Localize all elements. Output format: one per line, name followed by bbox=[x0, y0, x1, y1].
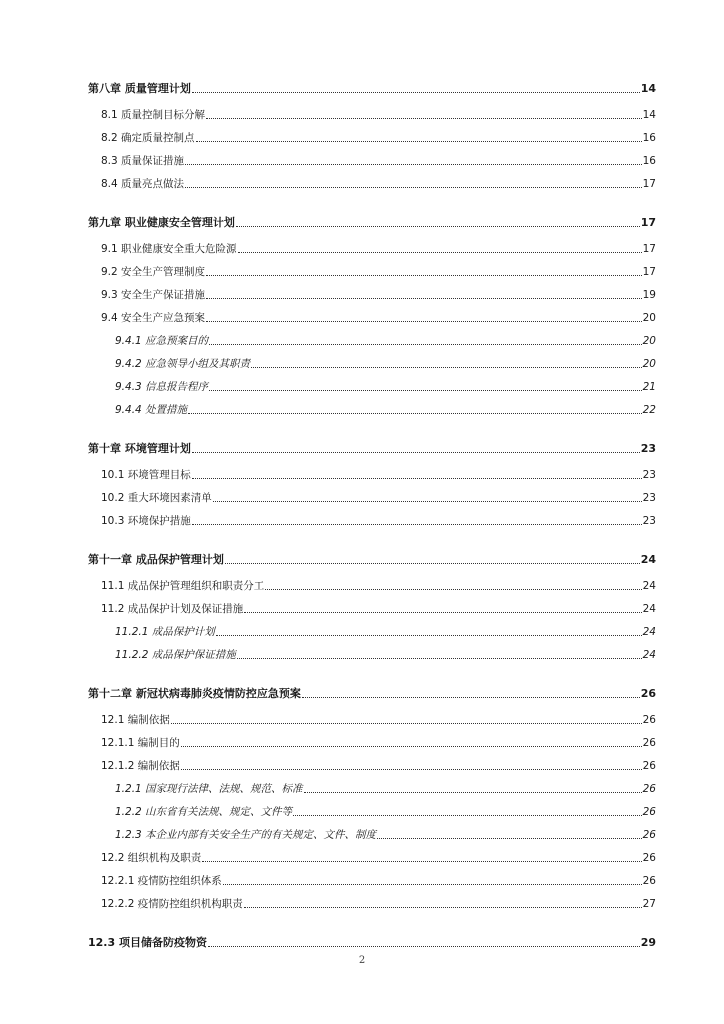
toc-entry-title: 9.4.3 信息报告程序 bbox=[115, 381, 209, 393]
dot-leader bbox=[237, 657, 642, 659]
dot-leader bbox=[244, 611, 641, 613]
toc-entry-page: 24 bbox=[642, 603, 656, 615]
toc-entry-page: 24 bbox=[640, 553, 656, 566]
toc-entry-page: 22 bbox=[642, 404, 656, 416]
dot-leader bbox=[238, 251, 642, 253]
toc-entry-title: 9.4.1 应急预案目的 bbox=[115, 335, 209, 347]
toc-section-entry[interactable] bbox=[101, 893, 656, 911]
toc-entry-title: 第八章 质量管理计划 bbox=[88, 82, 191, 95]
toc-entry-page: 14 bbox=[642, 109, 656, 121]
toc-entry-page: 17 bbox=[640, 216, 656, 229]
toc-section-entry[interactable] bbox=[101, 709, 656, 727]
toc-entry-title: 第九章 职业健康安全管理计划 bbox=[88, 216, 235, 229]
dot-leader bbox=[209, 389, 642, 391]
toc-entry-page: 26 bbox=[642, 852, 656, 864]
toc-entry-page: 17 bbox=[642, 266, 656, 278]
toc-subsection-entry[interactable] bbox=[115, 778, 656, 796]
toc-entry-page: 24 bbox=[642, 649, 656, 661]
toc-subsection-entry[interactable] bbox=[115, 644, 656, 662]
toc-chapter-entry[interactable] bbox=[88, 549, 656, 567]
toc-entry-title: 12.1.1 编制目的 bbox=[101, 737, 180, 749]
toc-entry-page: 16 bbox=[642, 132, 656, 144]
toc-entry-page: 23 bbox=[642, 492, 656, 504]
toc-entry-title: 8.1 质量控制目标分解 bbox=[101, 109, 206, 121]
toc-chapter-entry[interactable] bbox=[88, 932, 656, 950]
toc-entry-title: 第十章 环境管理计划 bbox=[88, 442, 191, 455]
toc-entry-title: 12.3 项目储备防疫物资 bbox=[88, 936, 207, 949]
toc-section-entry[interactable] bbox=[101, 847, 656, 865]
toc-entry-page: 19 bbox=[642, 289, 656, 301]
toc-subsection-entry[interactable] bbox=[115, 376, 656, 394]
dot-leader bbox=[202, 860, 641, 862]
dot-leader bbox=[293, 814, 642, 816]
toc-section-entry[interactable] bbox=[101, 732, 656, 750]
toc-section-entry[interactable] bbox=[101, 575, 656, 593]
toc-section-entry[interactable] bbox=[101, 307, 656, 325]
toc-entry-title: 11.2 成品保护计划及保证措施 bbox=[101, 603, 244, 615]
toc-entry-title: 9.3 安全生产保证措施 bbox=[101, 289, 206, 301]
toc-entry-page: 26 bbox=[642, 875, 656, 887]
toc-section-entry[interactable] bbox=[101, 173, 656, 191]
toc-entry-page: 26 bbox=[642, 714, 656, 726]
toc-entry-title: 8.4 质量亮点做法 bbox=[101, 178, 185, 190]
toc-section-entry[interactable] bbox=[101, 487, 656, 505]
toc-entry-title: 9.4.2 应急领导小组及其职责 bbox=[115, 358, 251, 370]
toc-entry-title: 11.2.2 成品保护保证措施 bbox=[115, 649, 236, 661]
dot-leader bbox=[181, 745, 642, 747]
toc-subsection-entry[interactable] bbox=[115, 353, 656, 371]
toc-entry-page: 24 bbox=[642, 580, 656, 592]
toc-section-entry[interactable] bbox=[101, 104, 656, 122]
toc-section-entry[interactable] bbox=[101, 127, 656, 145]
toc-entry-title: 12.2.1 疫情防控组织体系 bbox=[101, 875, 222, 887]
toc-entry-title: 12.1 编制依据 bbox=[101, 714, 170, 726]
toc-chapter-entry[interactable] bbox=[88, 683, 656, 701]
dot-leader bbox=[192, 477, 642, 479]
toc-entry-page: 26 bbox=[640, 687, 656, 700]
toc-entry-title: 9.1 职业健康安全重大危险源 bbox=[101, 243, 237, 255]
toc-entry-title: 11.2.1 成品保护计划 bbox=[115, 626, 215, 638]
toc-chapter-entry[interactable] bbox=[88, 438, 656, 456]
dot-leader bbox=[251, 366, 642, 368]
toc-entry-title: 8.3 质量保证措施 bbox=[101, 155, 185, 167]
toc-subsection-entry[interactable] bbox=[115, 621, 656, 639]
toc-entry-title: 第十二章 新冠状病毒肺炎疫情防控应急预案 bbox=[88, 687, 301, 700]
toc-entry-page: 23 bbox=[640, 442, 656, 455]
toc-entry-page: 26 bbox=[642, 760, 656, 772]
toc-section-entry[interactable] bbox=[101, 870, 656, 888]
dot-leader bbox=[265, 588, 641, 590]
dot-leader bbox=[192, 451, 640, 453]
dot-leader bbox=[196, 140, 642, 142]
dot-leader bbox=[302, 696, 640, 698]
toc-entry-page: 26 bbox=[642, 806, 656, 818]
dot-leader bbox=[223, 883, 642, 885]
dot-leader bbox=[304, 791, 642, 793]
toc-entry-title: 12.2.2 疫情防控组织机构职责 bbox=[101, 898, 243, 910]
toc-section-entry[interactable] bbox=[101, 464, 656, 482]
toc-entry-page: 27 bbox=[642, 898, 656, 910]
toc-entry-page: 20 bbox=[642, 335, 656, 347]
toc-entry-title: 9.4.4 处置措施 bbox=[115, 404, 188, 416]
dot-leader bbox=[244, 906, 642, 908]
toc-subsection-entry[interactable] bbox=[115, 399, 656, 417]
toc-subsection-entry[interactable] bbox=[115, 801, 656, 819]
dot-leader bbox=[216, 634, 642, 636]
toc-entry-title: 10.2 重大环境因素清单 bbox=[101, 492, 212, 504]
page-number: 2 bbox=[358, 955, 366, 966]
toc-entry-page: 20 bbox=[642, 312, 656, 324]
toc-section-entry[interactable] bbox=[101, 150, 656, 168]
toc-entry-title: 8.2 确定质量控制点 bbox=[101, 132, 195, 144]
dot-leader bbox=[208, 945, 640, 947]
toc-entry-page: 26 bbox=[642, 783, 656, 795]
toc-entry-title: 12.2 组织机构及职责 bbox=[101, 852, 202, 864]
toc-subsection-entry[interactable] bbox=[115, 330, 656, 348]
toc-entry-page: 14 bbox=[640, 82, 656, 95]
dot-leader bbox=[206, 297, 642, 299]
dot-leader bbox=[192, 91, 640, 93]
dot-leader bbox=[225, 562, 640, 564]
dot-leader bbox=[171, 722, 642, 724]
toc-chapter-entry[interactable] bbox=[88, 78, 656, 96]
toc-entry-page: 29 bbox=[640, 936, 656, 949]
toc-entry-title: 12.1.2 编制依据 bbox=[101, 760, 180, 772]
toc-entry-page: 23 bbox=[642, 515, 656, 527]
dot-leader bbox=[181, 768, 642, 770]
toc-entry-title: 1.2.3 本企业内部有关安全生产的有关规定、文件、制度 bbox=[115, 829, 377, 841]
toc-chapter-entry[interactable] bbox=[88, 212, 656, 230]
toc-section-entry[interactable] bbox=[101, 598, 656, 616]
dot-leader bbox=[192, 523, 642, 525]
toc-section-entry[interactable] bbox=[101, 510, 656, 528]
toc-section-entry[interactable] bbox=[101, 284, 656, 302]
dot-leader bbox=[209, 343, 642, 345]
toc-section-entry[interactable] bbox=[101, 238, 656, 256]
dot-leader bbox=[185, 163, 642, 165]
toc-entry-page: 16 bbox=[642, 155, 656, 167]
toc-entry-title: 9.4 安全生产应急预案 bbox=[101, 312, 206, 324]
toc-entry-page: 26 bbox=[642, 829, 656, 841]
toc-section-entry[interactable] bbox=[101, 755, 656, 773]
toc-entry-title: 11.1 成品保护管理组织和职责分工 bbox=[101, 580, 265, 592]
toc-entry-page: 26 bbox=[642, 737, 656, 749]
toc-entry-page: 23 bbox=[642, 469, 656, 481]
toc-entry-title: 1.2.2 山东省有关法规、规定、文件等 bbox=[115, 806, 293, 818]
toc-entry-title: 10.3 环境保护措施 bbox=[101, 515, 191, 527]
dot-leader bbox=[206, 320, 642, 322]
dot-leader bbox=[206, 274, 642, 276]
dot-leader bbox=[213, 500, 642, 502]
toc-subsection-entry[interactable] bbox=[115, 824, 656, 842]
toc-entry-title: 9.2 安全生产管理制度 bbox=[101, 266, 206, 278]
toc-entry-page: 21 bbox=[642, 381, 656, 393]
toc-entry-page: 20 bbox=[642, 358, 656, 370]
toc-entry-page: 17 bbox=[642, 178, 656, 190]
toc-entry-title: 第十一章 成品保护管理计划 bbox=[88, 553, 224, 566]
dot-leader bbox=[377, 837, 642, 839]
toc-entry-title: 1.2.1 国家现行法律、法规、规范、标准 bbox=[115, 783, 303, 795]
dot-leader bbox=[206, 117, 642, 119]
toc-section-entry[interactable] bbox=[101, 261, 656, 279]
toc-entry-page: 24 bbox=[642, 626, 656, 638]
toc-entry-page: 17 bbox=[642, 243, 656, 255]
dot-leader bbox=[185, 186, 642, 188]
dot-leader bbox=[188, 412, 642, 414]
toc-entry-title: 10.1 环境管理目标 bbox=[101, 469, 191, 481]
dot-leader bbox=[236, 225, 640, 227]
